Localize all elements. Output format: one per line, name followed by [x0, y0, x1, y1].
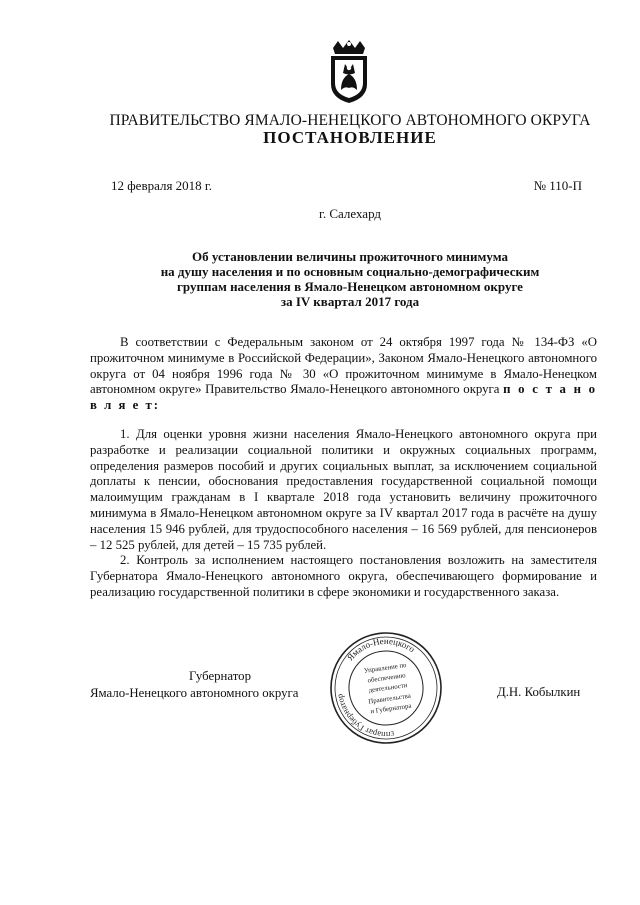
signatory-title-line: Губернатор — [189, 669, 251, 683]
stamp-ring-number: 3 — [390, 729, 395, 738]
document-number: № 110-П — [533, 178, 582, 193]
document-body — [90, 335, 597, 601]
svg-text:Ямало-Ненецкого — [343, 631, 418, 663]
title-line: группам населения в Ямало-Ненецком автономном округе — [177, 279, 523, 294]
official-stamp — [328, 630, 444, 746]
item-2-paragraph: 2. Контроль за исполнением настоящего постановления возложить на заместителя Губернатора Ямало-Ненецкого автономного округа, обеспечивающего формирование и реализацию государственной политики в сфере экономики и государственного заказа. — [90, 553, 597, 599]
title-line: на душу населения и по основным социально-демографическим — [160, 264, 540, 279]
preamble-paragraph — [90, 335, 597, 414]
title-line: Об установлении величины прожиточного минимума — [192, 249, 508, 264]
document-date: 12 февраля 2018 г. — [111, 178, 213, 193]
coat-of-arms-icon — [327, 40, 371, 104]
preamble-text: В соответствии с Федеральным законом от 24 октября 1997 года № 134-ФЗ «О прожиточном минимуме в Российской Федерации», Законом Ямало-Ненецкого автономного округа от 04 ноября 1996 года № 30 «О прожиточном минимуме в Ямало-Ненецком автономном округе» Правительство Ямало-Ненецкого автономного округа — [90, 335, 597, 397]
document-city: г. Салехард — [318, 206, 382, 221]
decree-word: п о с т а н о в л я е т: — [90, 382, 597, 413]
stamp-inner-line: Правительства — [367, 692, 412, 706]
stamp-ring-text: Аппарат Губернатора — [334, 693, 391, 741]
stamp-inner-line: и Губернатора — [370, 702, 412, 716]
stamp-inner-line: обеспечению — [367, 672, 407, 685]
signatory-name: Д.Н. Кобылкин — [497, 685, 581, 699]
government-name: ПРАВИТЕЛЬСТВО ЯМАЛО-НЕНЕЦКОГО АВТОНОМНОГО ОКРУГА — [109, 112, 591, 129]
stamp-inner-line: Управление по — [363, 661, 407, 675]
stamp-inner-line: деятельности — [368, 682, 408, 695]
document-title — [100, 249, 600, 309]
document-type: ПОСТАНОВЛЕНИЕ — [263, 128, 437, 147]
signatory-title-line: Ямало-Ненецкого автономного округа — [90, 686, 299, 700]
signatory-title — [90, 668, 328, 702]
stamp-ring-text: Ямало-Ненецкого — [345, 635, 417, 663]
title-line: за IV квартал 2017 года — [280, 294, 420, 309]
item-1-paragraph: 1. Для оценки уровня жизни населения Ямало-Ненецкого автономного округа при разработке и реализации социальной политики и окружных социальных программ, определения размеров пособий и других социальных выплат, за исключением социальной доплаты к пенсии, обоснования предоставления государственной социальной помощи малоимущим гражданам в I квартале 2018 года установить величину прожиточного минимума в Ямало-Ненецком автономном округе за IV квартал 2017 года в расчёте на душу населения 15 946 рублей, для трудоспособного населения – 16 569 рублей, для пенсионеров – 12 525 рублей, для детей – 15 735 рублей. — [90, 426, 597, 552]
